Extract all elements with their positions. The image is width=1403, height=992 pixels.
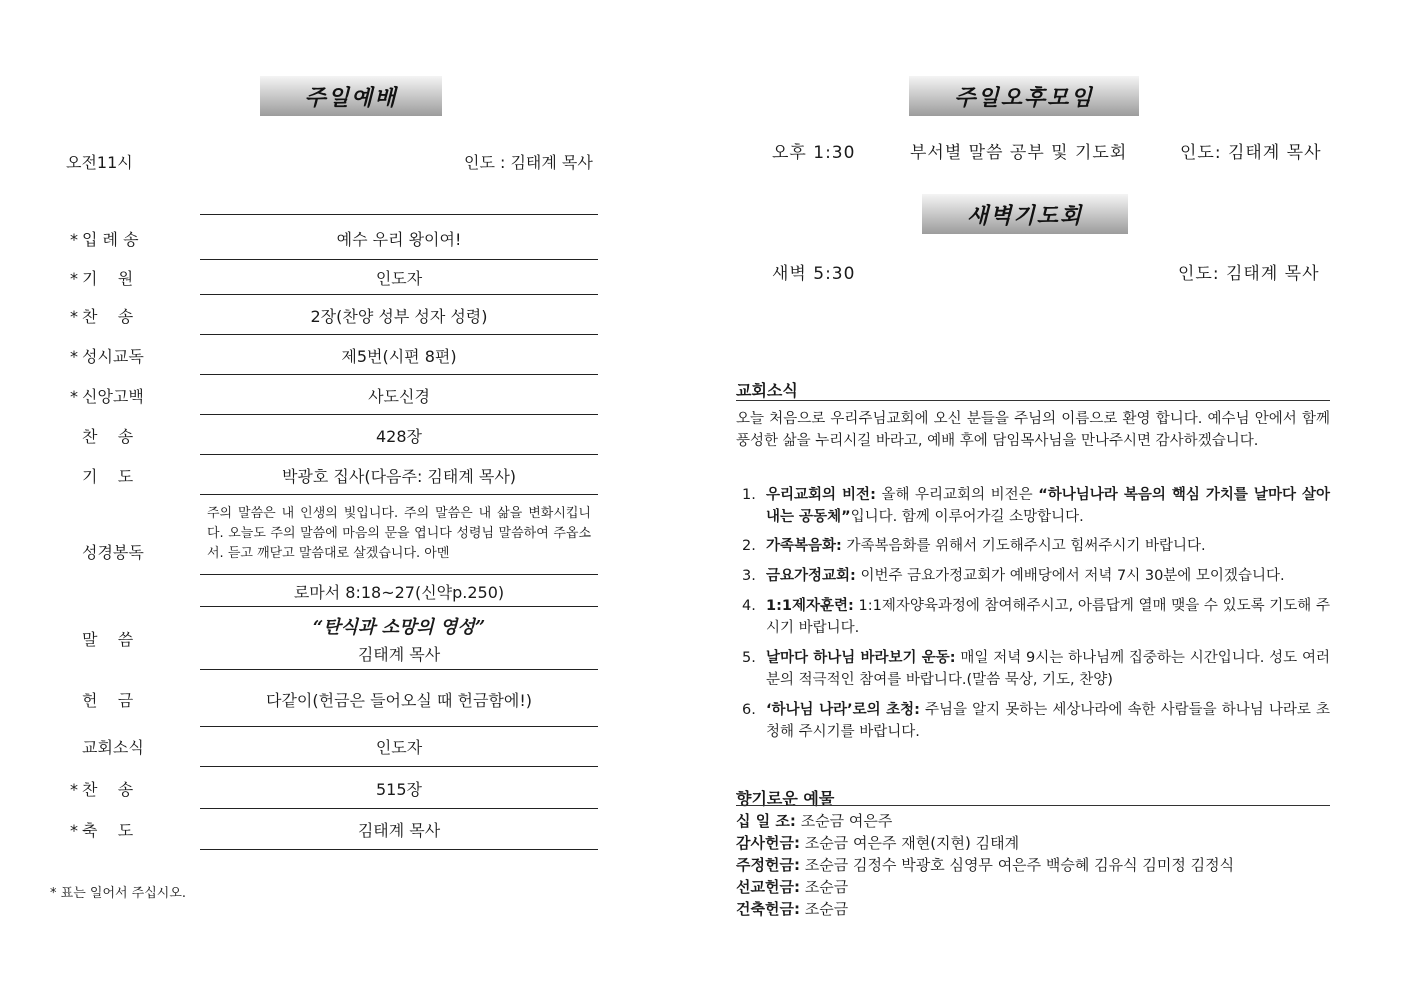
news-item: 4. 1:1제자훈련: 1:1제자양육과정에 참여해주시고, 아름답게 열매 맺을 수 있도록 기도해 주시기 바랍니다. (742, 598, 1330, 636)
standing-footnote: * 표는 일어서 주십시오. (50, 886, 187, 901)
afternoon-leader: 인도: 김태계 목사 (1180, 143, 1322, 163)
order-label: 기 도 (82, 467, 134, 486)
order-rule (200, 494, 598, 495)
offering-row: 건축헌금: 조순금 (736, 900, 849, 918)
afternoon-desc: 부서별 말씀 공부 및 기도회 (910, 143, 1128, 163)
order-value: 제5번(시편 8편) (341, 347, 457, 366)
offerings-rule (736, 805, 1330, 806)
order-value: 515장 (376, 780, 422, 799)
order-label: * 찬 송 (70, 780, 134, 799)
news-title: 교회소식 (736, 381, 798, 400)
news-item: 1. 우리교회의 비전: 올해 우리교회의 비전은 “하나님나라 복음의 핵심 가치를 날마다 살아내는 공동체”입니다. 함께 이루어가길 소망합니다. (742, 487, 1330, 525)
sermon-title: “탄식과 소망의 영성” (312, 617, 486, 638)
order-label: 찬 송 (82, 427, 134, 446)
order-rule (200, 726, 598, 727)
order-rule (200, 574, 598, 575)
order-label: 헌 금 (82, 691, 134, 710)
offerings-title: 향기로운 예물 (736, 789, 835, 808)
order-label: * 성시교독 (70, 347, 144, 366)
offering-row: 감사헌금: 조순금 여은주 재현(지현) 김태계 (736, 834, 1020, 852)
order-value: 사도신경 (368, 387, 430, 406)
news-item: 6. ‘하나님 나라’로의 초청: 주님을 알지 못하는 세상나라에 속한 사람들을 하나님 나라로 초청해 주시기를 바랍니다. (742, 702, 1330, 740)
order-rule (200, 766, 598, 767)
order-label: * 기 원 (70, 269, 134, 288)
news-intro: 오늘 처음으로 우리주님교회에 오신 분들을 주님의 이름으로 환영 합니다. 예수님 안에서 함께 풍성한 삶을 누리시길 바라고, 예배 후에 담임목사님을 만나주시면 감사하겠습니다. (736, 411, 1330, 449)
offering-row: 십 일 조: 조순금 여은주 (736, 812, 893, 830)
news-item: 3. 금요가정교회: 이번주 금요가정교회가 예배당에서 저녁 7시 30분에 모이겠습니다. (742, 568, 1285, 584)
order-label: * 신앙고백 (70, 387, 144, 406)
dawn-leader: 인도: 김태계 목사 (1178, 264, 1320, 284)
order-rule (200, 294, 598, 295)
order-value: 박광호 집사(다음주: 김태계 목사) (281, 467, 517, 486)
reading-prayer: 주의 말씀은 내 인생의 빛입니다. 주의 말씀은 내 삶을 변화시킵니다. 오늘도 주의 말씀에 마음의 문을 엽니다 성령님 말씀하여 주옵소서. 듣고 깨닫고 말씀대로 살겠습니다. 아멘 (207, 506, 591, 561)
order-value: 2장(찬양 성부 성자 성령) (310, 307, 488, 326)
order-rule (200, 808, 598, 809)
order-rule (200, 214, 598, 215)
order-rule (200, 259, 598, 260)
afternoon-title: 주일오후모임 (909, 76, 1139, 116)
order-rule (200, 414, 598, 415)
order-rule (200, 374, 598, 375)
order-label: * 입 례 송 (70, 230, 139, 249)
dawn-time: 새벽 5:30 (772, 264, 856, 284)
order-label: 교회소식 (82, 738, 144, 757)
order-value: 인도자 (375, 269, 423, 288)
order-value: 428장 (376, 427, 422, 446)
news-item: 2. 가족복음화: 가족복음화를 위해서 기도해주시고 힘써주시기 바랍니다. (742, 538, 1206, 554)
worship-time: 오전11시 (66, 153, 133, 172)
order-value: 김태계 목사 (357, 821, 441, 840)
order-value: 다같이(헌금은 들어오실 때 헌금함에!) (266, 691, 532, 710)
scripture-reference: 로마서 8:18~27(신약p.250) (293, 583, 505, 602)
sermon-preacher: 김태계 목사 (357, 645, 441, 664)
news-item: 5. 날마다 하나님 바라보기 운동: 매일 저녁 9시는 하나님께 집중하는 시간입니다. 성도 여러분의 적극적인 참여를 바랍니다.(말씀 묵상, 기도, 찬양) (742, 650, 1330, 688)
order-value: 예수 우리 왕이여! (336, 230, 462, 249)
order-label: 성경봉독 (82, 543, 144, 562)
order-label: 말 씀 (82, 630, 134, 649)
order-rule (200, 849, 598, 850)
order-rule (200, 669, 598, 670)
offering-row: 주정헌금: 조순금 김정수 박광호 심영무 여은주 백승혜 김유식 김미정 김정식 (736, 856, 1235, 874)
dawn-title: 새벽기도회 (922, 194, 1128, 234)
order-label: * 찬 송 (70, 307, 134, 326)
worship-title: 주일예배 (260, 76, 442, 116)
worship-leader: 인도 : 김태계 목사 (464, 153, 593, 172)
offering-row: 선교헌금: 조순금 (736, 878, 849, 896)
order-rule (200, 334, 598, 335)
news-rule (736, 400, 1330, 401)
order-rule (200, 606, 598, 607)
order-label: * 축 도 (70, 821, 134, 840)
afternoon-time: 오후 1:30 (772, 143, 856, 163)
order-value: 인도자 (375, 738, 423, 757)
order-rule (200, 454, 598, 455)
